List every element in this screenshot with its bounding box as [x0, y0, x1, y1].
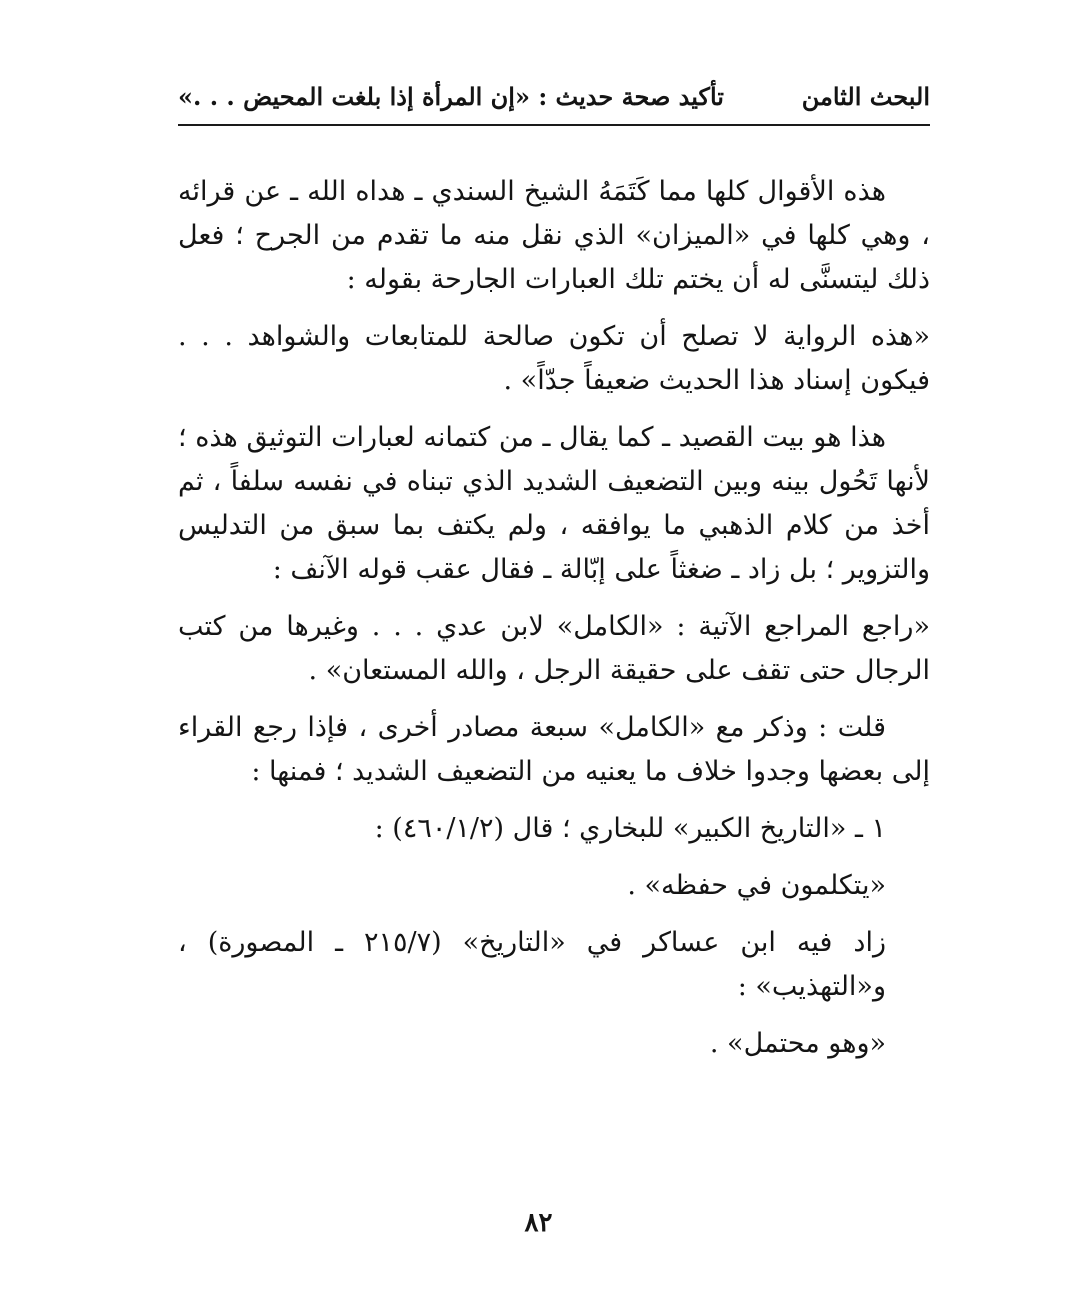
paragraph: هذا هو بيت القصيد ـ كما يقال ـ من كتمانه لعبارات التوثيق هذه ؛ لأنها تَحُول بينه وبين التضعيف الشديد الذي تبناه في نفسه سلفاً ، ثم أخذ من كلام الذهبي ما يوافقه ، ولم يكتف بما سبق من التدليس والتزوير ؛ بل زاد ـ ضغثاً على إبّالة ـ فقال عقب قوله الآنف : — [178, 422, 930, 585]
header-rule — [178, 124, 930, 126]
paragraph: هذه الأقوال كلها مما كَتَمَهُ الشيخ السندي ـ هداه الله ـ عن قرائه ، وهي كلها في «الميزان» الذي نقل منه ما تقدم من الجرح ؛ فعل ذلك ليتسنَّى له أن يختم تلك العبارات الجارحة بقوله : — [178, 176, 930, 295]
quote-line: «يتكلمون في حفظه» . — [627, 870, 886, 901]
running-title: تأكيد صحة حديث : «إن المرأة إذا بلغت المحيض . . .» — [178, 82, 724, 111]
quote-paragraph: «راجع المراجع الآتية : «الكامل» لابن عدي . . . وغيرها من كتب الرجال حتى تقف على حقيقة الرجل ، والله المستعان» . — [178, 611, 930, 686]
paragraph: زاد فيه ابن عساكر في «التاريخ» (٢١٥/٧ ـ المصورة) ، و«التهذيب» : — [178, 927, 886, 1002]
list-item: ١ ـ «التاريخ الكبير» للبخاري ؛ قال (٤٦٠/١/٢) : — [374, 813, 886, 844]
paragraph: قلت : وذكر مع «الكامل» سبعة مصادر أخرى ، فإذا رجع القراء إلى بعضها وجدوا خلاف ما يعنيه من التضعيف الشديد ؛ فمنها : — [178, 712, 930, 787]
page-number: ٨٢ — [524, 1208, 553, 1238]
quote-paragraph: «هذه الرواية لا تصلح أن تكون صالحة للمتابعات والشواهد . . . فيكون إسناد هذا الحديث ضعيفاً جدّاً» . — [178, 321, 930, 396]
body-text — [178, 170, 930, 1079]
page-header — [178, 78, 930, 118]
section-title: البحث الثامن — [801, 82, 930, 111]
quote-line: «وهو محتمل» . — [709, 1028, 886, 1059]
